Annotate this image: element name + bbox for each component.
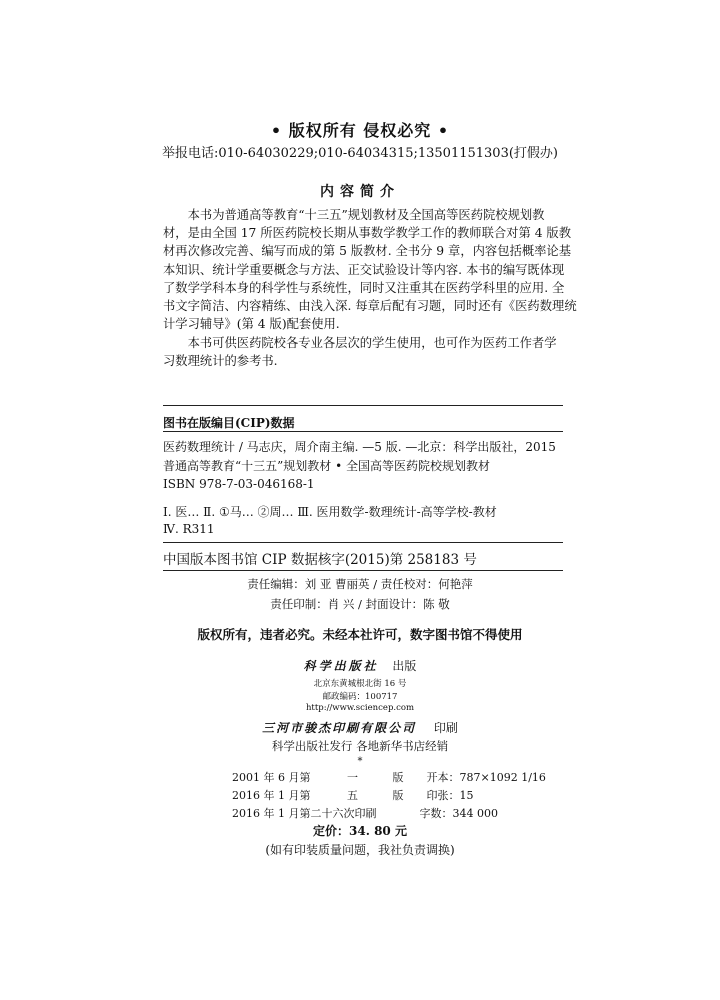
- cip-line-classification: Ⅰ. 医… Ⅱ. ①马… ②周… Ⅲ. 医用数学-数理统计-高等学校-教材: [163, 505, 497, 519]
- publisher-website: http://www.sciencep.com: [305, 703, 415, 713]
- printer-name: 三河市骏杰印刷有限公司: [262, 721, 417, 735]
- cip-bottom-rule: [163, 542, 563, 543]
- publisher-line: [0, 657, 720, 674]
- report-hotline: 举报电话:010-64030229;010-64034315;13501151303(打假办): [161, 146, 558, 161]
- edition-kind: 版: [392, 789, 404, 802]
- summary-line: 了数学学科本身的科学性与系统性，同时又注重其在医药学科里的应用. 全: [163, 280, 565, 295]
- edition-row: [232, 787, 474, 803]
- cip-number-rule: [163, 570, 563, 571]
- printer-line: [0, 719, 720, 736]
- price: 定价：34. 80 元: [313, 824, 407, 838]
- summary-line: 书文字简洁、内容精练、由浅入深. 每章后配有习题，同时还有《医药数理统: [163, 299, 577, 314]
- cip-heading: 图书在版编目(CIP)数据: [163, 416, 295, 430]
- copyright-title: • 版权所有 侵权必究 •: [270, 121, 450, 140]
- summary-paragraph-2: [163, 334, 563, 370]
- cip-line-isbn: ISBN 978-7-03-046168-1: [163, 477, 315, 491]
- cip-top-rule: [163, 405, 563, 406]
- summary-line: 计学习辅导》(第 4 版)配套使用.: [163, 317, 340, 332]
- usage-notice: 版权所有，违者必究。未经本社许可，数字图书馆不得使用: [197, 627, 523, 642]
- summary-paragraph-1: [163, 206, 577, 333]
- printer-suffix: 印刷: [433, 721, 458, 735]
- price-note: (如有印装质量问题，我社负责调换): [265, 843, 455, 857]
- summary-line: 本书可供医药院校各专业各层次的学生使用，也可作为医药工作者学: [163, 336, 557, 350]
- summary-line: 材，是由全国 17 所医药院校长期从事数学教学工作的教师联合对第 4 版教: [163, 226, 572, 241]
- edition-row: [232, 805, 498, 821]
- cip-heading-rule: [163, 431, 563, 432]
- publisher-postcode: 邮政编码：100717: [322, 692, 398, 702]
- staff-editors: 责任编辑：刘 亚 曹丽英 / 责任校对：何艳萍: [247, 577, 473, 591]
- edition-date: 2016 年 1 月第二十六次印刷: [232, 807, 377, 820]
- edition-number: 五: [347, 789, 358, 802]
- publisher-name: 科学出版社: [303, 659, 379, 673]
- star-separator: *: [357, 756, 363, 767]
- summary-line: 材再次修改完善、编写而成的第 5 版教材. 全书分 9 章，内容包括概率论基: [163, 244, 572, 259]
- summary-title: 内容简介: [320, 184, 400, 200]
- edition-spec: 印张：15: [426, 789, 474, 802]
- edition-number: 一: [347, 771, 358, 784]
- edition-kind: 版: [392, 771, 404, 784]
- cip-line-code: Ⅳ. R311: [163, 522, 215, 536]
- staff-printing-cover: 责任印制：肖 兴 / 封面设计：陈 敬: [270, 597, 450, 611]
- distribution-line: 科学出版社发行 各地新华书店经销: [271, 739, 449, 753]
- publisher-suffix: 出版: [392, 659, 417, 673]
- edition-spec: 开本：787×1092 1/16: [426, 771, 546, 784]
- cip-line-title: 医药数理统计 / 马志庆，周介南主编. —5 版. —北京：科学出版社，2015: [163, 440, 556, 454]
- summary-line: 本知识、统计学重要概念与方法、正交试验设计等内容. 本书的编写既体现: [163, 262, 565, 277]
- summary-line: 本书为普通高等教育“十三五”规划教材及全国高等医药院校规划教: [163, 208, 545, 222]
- edition-date: 2016 年 1 月第: [232, 789, 311, 802]
- cip-line-series: 普通高等教育“十三五”规划教材 • 全国高等医药院校规划教材: [163, 459, 490, 473]
- summary-line: 习数理统计的参考书.: [163, 354, 278, 369]
- cip-number: 中国版本图书馆 CIP 数据核字(2015)第 258183 号: [163, 552, 477, 568]
- edition-row: [232, 769, 546, 785]
- edition-spec: 字数：344 000: [419, 807, 498, 820]
- publisher-address: 北京东黄城根北街 16 号: [313, 679, 407, 689]
- edition-date: 2001 年 6 月第: [232, 771, 311, 784]
